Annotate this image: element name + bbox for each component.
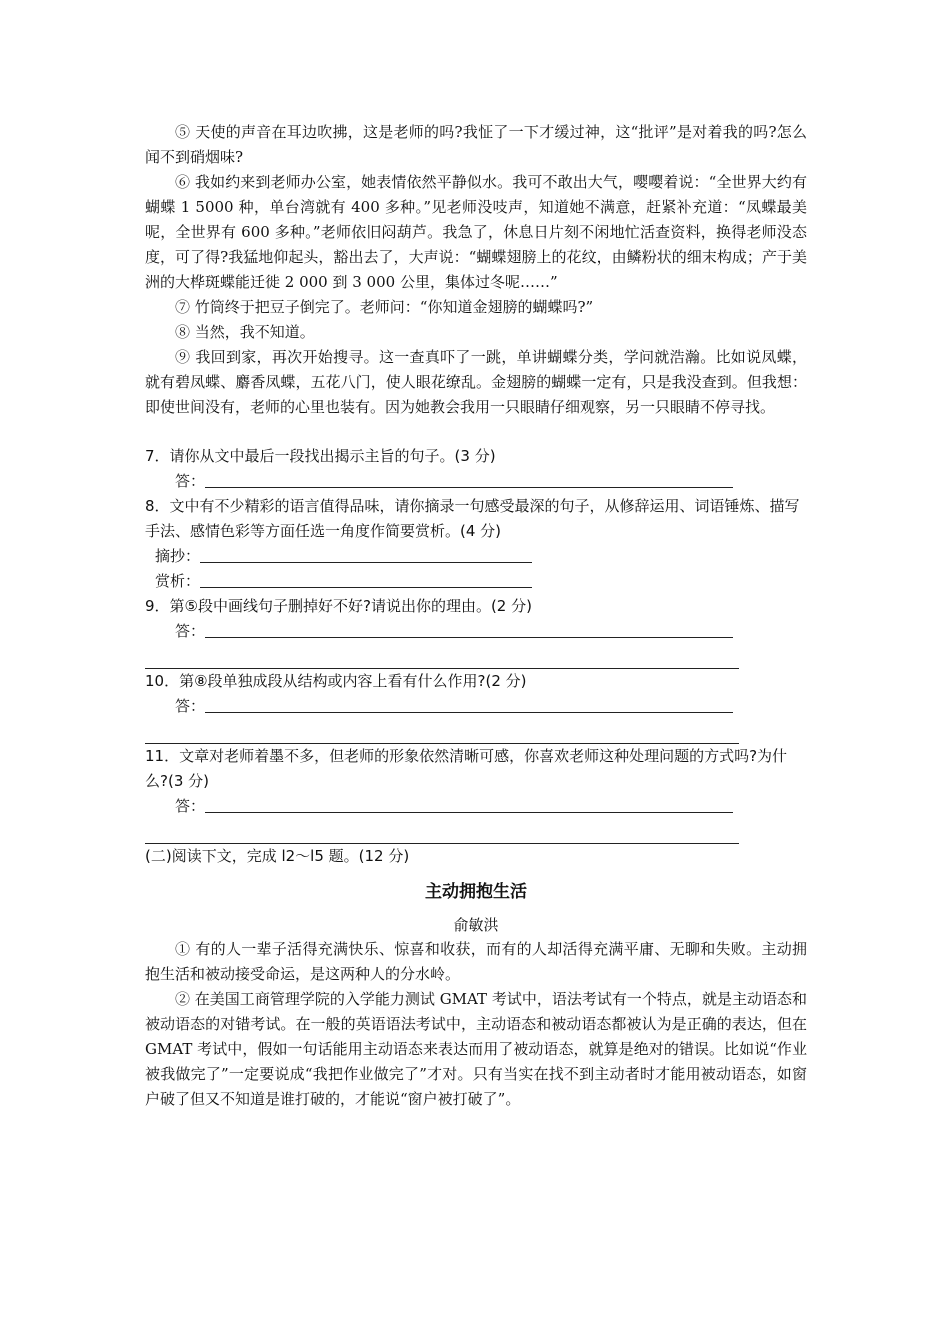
excerpt-label: 摘抄：	[155, 547, 201, 565]
question-10: 10．第⑧段单独成段从结构或内容上看有什么作用?(2 分)	[145, 672, 527, 690]
answer-underline	[205, 711, 733, 713]
answer-line-9-extra[interactable]	[145, 644, 739, 669]
answer-underline	[205, 486, 733, 488]
excerpt-underline	[200, 561, 532, 563]
answer-line-11[interactable]	[145, 794, 807, 819]
paragraph-9: ⑨ 我回到家，再次开始搜寻。这一查真吓了一跳，单讲蝴蝶分类，学问就浩瀚。比如说凤蝶，就有碧凤蝶、麝香凤蝶，五花八门，使人眼花缭乱。金翅膀的蝴蝶一定有，只是我没查到。但我想：即使世间没有，老师的心里也装有。因为她教会我用一只眼睛仔细观察，另一只眼睛不停寻找。	[145, 348, 807, 416]
article-title: 主动拥抱生活	[425, 882, 527, 902]
answer-underline	[205, 636, 733, 638]
answer-line-7[interactable]	[145, 469, 807, 494]
appreciation-label: 赏析：	[155, 572, 201, 590]
paragraph-5: ⑤ 天使的声音在耳边吹拂，这是老师的吗?我怔了一下才缓过神，这“批评”是对着我的吗?怎么闻不到硝烟味?	[145, 123, 807, 166]
answer-underline	[205, 811, 733, 813]
answer-label: 答：	[175, 622, 206, 640]
paragraph-7: ⑦ 竹筒终于把豆子倒完了。老师问：“你知道金翅膀的蝴蝶吗?”	[175, 298, 594, 316]
article-author: 俞敏洪	[453, 916, 499, 934]
answer-label: 答：	[175, 697, 206, 715]
answer-label: 答：	[175, 472, 206, 490]
answer-line-9[interactable]	[145, 619, 807, 644]
question-11: 11．文章对老师着墨不多，但老师的形象依然清晰可感，你喜欢老师这种处理问题的方式吗?为什么?(3 分)	[145, 747, 788, 790]
article-paragraph-2: ② 在美国工商管理学院的入学能力测试 GMAT 考试中，语法考试有一个特点，就是主动语态和被动语态的对错考试。在一般的英语语法考试中，主动语态和被动语态都被认为是正确的表达，但在 GMAT 考试中，假如一句话能用主动语态来表达而用了被动语态，就算是绝对的错误。比如说“作业被我做完了”一定要说成“我把作业做完了”才对。只有当实在找不到主动者时才能用被动语态，如窗户破了但又不知道是谁打破的，才能说“窗户被打破了”。	[145, 990, 807, 1108]
article-paragraph-1: ① 有的人一辈子活得充满快乐、惊喜和收获，而有的人却活得充满平庸、无聊和失败。主动拥抱生活和被动接受命运，是这两种人的分水岭。	[145, 940, 807, 983]
excerpt-line[interactable]	[145, 544, 807, 569]
question-7: 7．请你从文中最后一段找出揭示主旨的句子。(3 分)	[145, 447, 496, 465]
paragraph-8: ⑧ 当然，我不知道。	[175, 323, 315, 341]
answer-label: 答：	[175, 797, 206, 815]
paragraph-6: ⑥ 我如约来到老师办公室，她表情依然平静似水。我可不敢出大气，嘤嘤着说：“全世界大约有蝴蝶 1 5000 种，单台湾就有 400 多种。”见老师没吱声，知道她不满意，赶紧补充道：“凤蝶最美呢，全世界有 600 多种。”老师依旧闷葫芦。我急了，休息日片刻不闲地忙活查资料，换得老师没态度，可了得?我猛地仰起头，豁出去了，大声说：“蝴蝶翅膀上的花纹，由鳞粉状的细末构成；产于美洲的大桦斑蝶能迁徙 2 000 到 3 000 公里，集体过冬呢……”	[145, 173, 807, 291]
section-instruction: (二)阅读下文，完成 l2～l5 题。(12 分)	[145, 847, 410, 865]
question-9: 9．第⑤段中画线句子删掉好不好?请说出你的理由。(2 分)	[145, 597, 532, 615]
appreciation-line[interactable]	[145, 569, 807, 594]
document-page	[145, 120, 807, 1112]
question-8: 8．文中有不少精彩的语言值得品味，请你摘录一句感受最深的句子，从修辞运用、词语锤炼、描写手法、感情色彩等方面任选一角度作简要赏析。(4 分)	[145, 497, 800, 540]
answer-line-10[interactable]	[145, 694, 807, 719]
appreciation-underline	[200, 586, 532, 588]
answer-line-11-extra[interactable]	[145, 819, 739, 844]
answer-line-10-extra[interactable]	[145, 719, 739, 744]
